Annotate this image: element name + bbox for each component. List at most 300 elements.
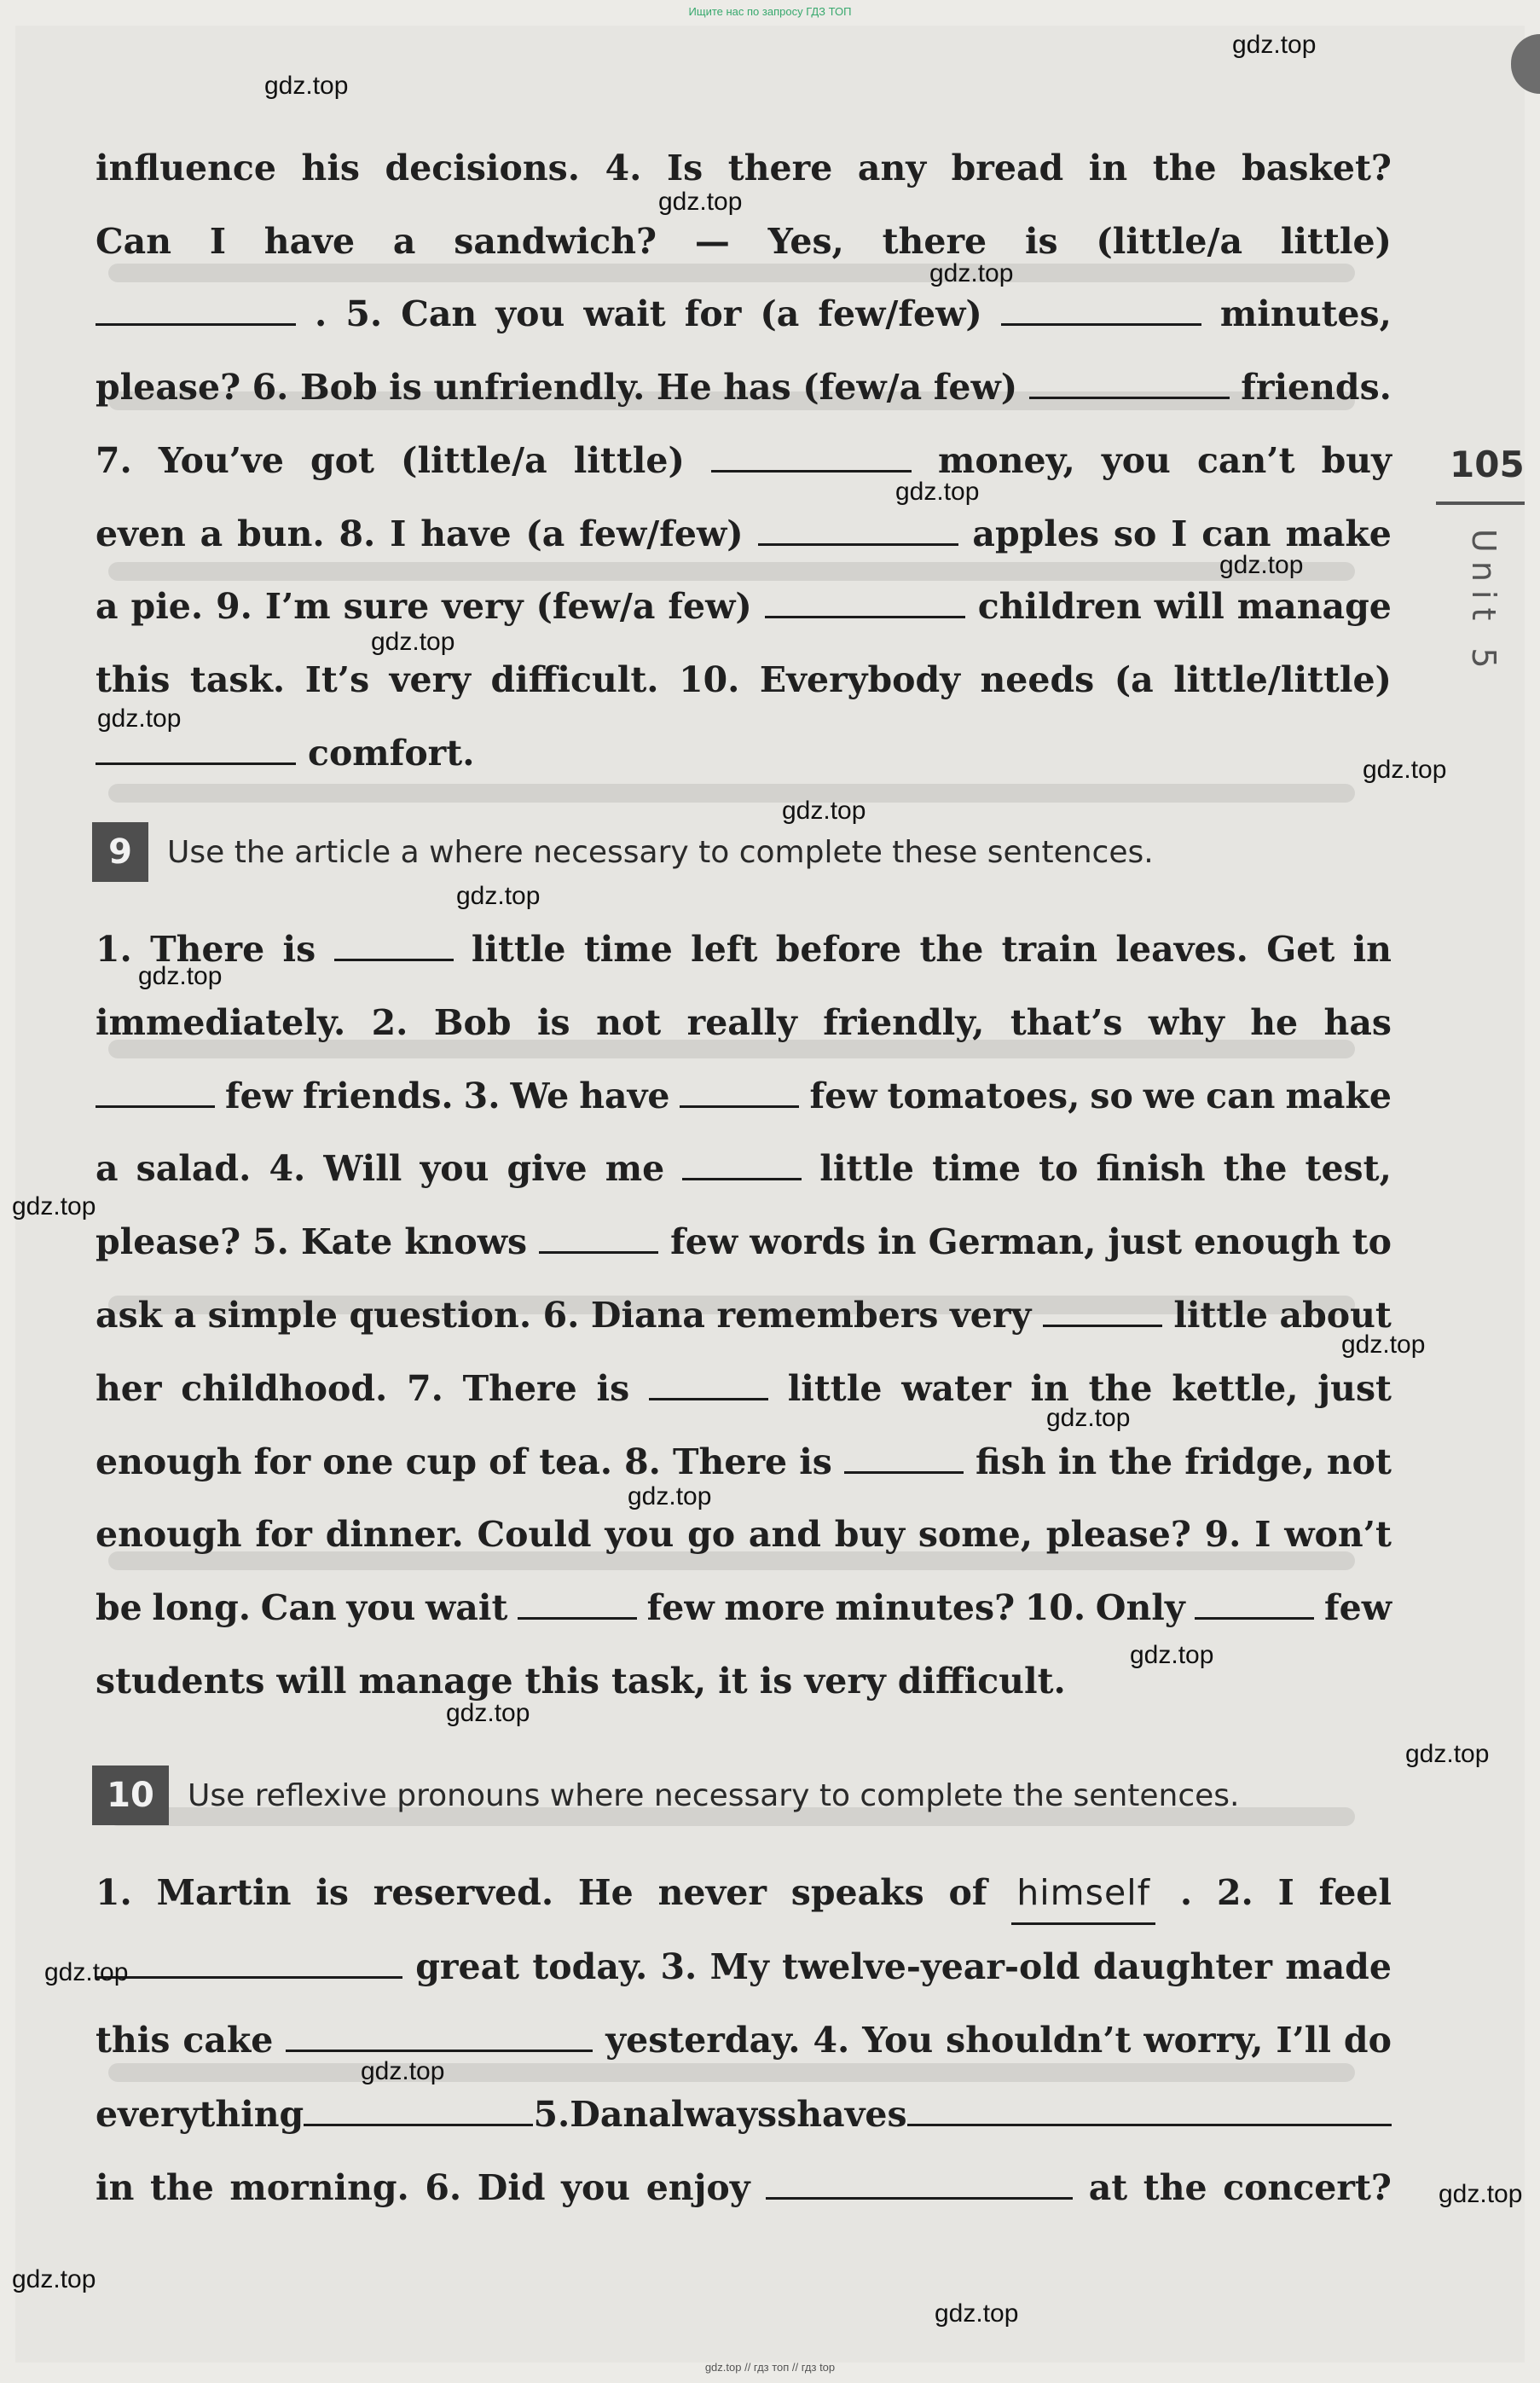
text-line xyxy=(96,1359,1392,1418)
word: There xyxy=(462,1367,577,1409)
page-number: 105 xyxy=(1450,444,1525,485)
word: few/few) xyxy=(579,513,744,554)
word: it xyxy=(718,1661,748,1702)
word: 4. xyxy=(605,148,642,188)
word: me xyxy=(605,1148,665,1190)
handwritten-answer: himself xyxy=(1011,1863,1155,1925)
word: bun. xyxy=(237,513,325,554)
word: very xyxy=(389,658,472,700)
word: Can xyxy=(96,220,172,262)
word: go xyxy=(687,1514,736,1556)
word: Will xyxy=(323,1148,402,1190)
word: everything xyxy=(96,2093,304,2135)
word: please? xyxy=(96,1221,241,1263)
word: just xyxy=(1108,1221,1183,1263)
word: some, xyxy=(918,1514,1033,1556)
word: a xyxy=(173,1295,197,1336)
word: today. xyxy=(532,1945,648,1987)
word: is xyxy=(316,1872,349,1913)
word: — xyxy=(694,220,730,262)
watermark: gdz.top xyxy=(264,72,349,100)
word: concert? xyxy=(1223,2167,1392,2208)
watermark: gdz.top xyxy=(12,1192,96,1220)
word: you xyxy=(495,293,565,335)
watermark: gdz.top xyxy=(1405,1740,1490,1768)
word: this xyxy=(96,2020,171,2061)
word: that’s xyxy=(1010,1001,1123,1043)
word: dinner. xyxy=(325,1514,464,1556)
word: few) xyxy=(668,586,752,628)
word: shouldn’t xyxy=(946,2020,1132,2061)
text-line xyxy=(96,1863,1392,1922)
word: you xyxy=(605,1514,674,1556)
word: in xyxy=(96,2167,135,2208)
word: I xyxy=(1254,1514,1271,1556)
word: My xyxy=(709,1945,769,1987)
word: really xyxy=(686,1001,797,1043)
watermark: gdz.top xyxy=(935,2299,1019,2328)
answer-blank[interactable] xyxy=(711,463,912,473)
word: 5. xyxy=(345,293,383,335)
word: fish xyxy=(976,1441,1046,1482)
word: Only xyxy=(1095,1587,1185,1629)
word: will xyxy=(276,1661,347,1702)
watermark: gdz.top xyxy=(44,1958,129,1986)
word: not xyxy=(596,1001,662,1043)
word: so xyxy=(1090,1075,1133,1116)
answer-blank[interactable] xyxy=(96,756,296,765)
word: yesterday. xyxy=(605,2020,801,2061)
word: shaves xyxy=(777,2093,907,2135)
exercise-number-badge: 10 xyxy=(92,1766,169,1825)
word: few xyxy=(1323,1587,1392,1629)
word: bread xyxy=(951,148,1064,188)
word: task, xyxy=(611,1661,707,1702)
word: before xyxy=(775,929,902,970)
word: simple xyxy=(207,1295,339,1336)
word: (few/a xyxy=(536,586,656,628)
word: Can xyxy=(401,293,478,335)
word: You xyxy=(862,2020,934,2061)
word: in xyxy=(1352,929,1392,970)
word: is xyxy=(282,929,316,970)
word: tomatoes, xyxy=(887,1075,1080,1116)
word: 3. xyxy=(463,1075,501,1116)
word: children xyxy=(977,586,1142,628)
word: question. xyxy=(349,1295,532,1336)
text-line xyxy=(96,1432,1392,1492)
word: There xyxy=(673,1441,788,1482)
word: wait xyxy=(583,293,666,335)
word: childhood. xyxy=(181,1367,388,1409)
word: train xyxy=(1001,929,1098,970)
word: few xyxy=(224,1075,292,1116)
word: (little/a xyxy=(401,439,547,481)
word: German, xyxy=(928,1221,1097,1263)
word: you xyxy=(420,1148,489,1190)
word: It’s xyxy=(304,658,370,700)
text-line xyxy=(96,284,1392,344)
word: this xyxy=(96,658,171,700)
word: even xyxy=(96,513,186,554)
answer-blank[interactable] xyxy=(680,1099,799,1108)
word: little xyxy=(471,929,566,970)
word: tea. xyxy=(539,1441,613,1482)
word: little/little) xyxy=(1173,658,1392,700)
word: We xyxy=(510,1075,570,1116)
word: task. xyxy=(189,658,286,700)
word: there xyxy=(727,148,833,188)
answer-blank[interactable] xyxy=(539,1244,658,1254)
exercise-instruction: Use reflexive pronouns where necessary to complete the sentences. xyxy=(188,1777,1240,1813)
top-banner: Ищите нас по запросу ГДЗ ТОП xyxy=(688,5,852,18)
word: we xyxy=(1143,1075,1196,1116)
word: He xyxy=(577,1872,634,1913)
word: feel xyxy=(1318,1872,1392,1913)
word: worry, xyxy=(1143,2020,1264,2061)
word: (a xyxy=(525,513,565,554)
word: enough xyxy=(96,1514,242,1556)
text-line xyxy=(96,650,1392,710)
answer-blank[interactable] xyxy=(96,1099,215,1108)
word: at xyxy=(1088,2167,1128,2208)
word: Did xyxy=(477,2167,546,2208)
word: a xyxy=(392,220,416,262)
word: difficult. xyxy=(490,658,659,700)
word: manage xyxy=(1236,586,1392,628)
word: 4. xyxy=(813,2020,850,2061)
word: is xyxy=(536,1001,570,1043)
word: for xyxy=(255,1514,312,1556)
word: please? xyxy=(96,367,241,409)
word: a xyxy=(200,513,223,554)
text-line xyxy=(96,1212,1392,1272)
text-line xyxy=(96,212,1392,271)
word: enjoy xyxy=(646,2167,750,2208)
answer-blank[interactable] xyxy=(1043,1318,1162,1327)
word: finish xyxy=(1096,1148,1206,1190)
answer-blank[interactable] xyxy=(96,316,296,326)
watermark: gdz.top xyxy=(1363,756,1447,784)
watermark: gdz.top xyxy=(1130,1641,1214,1669)
word: friends. xyxy=(1241,367,1392,409)
word: 6. xyxy=(542,1295,580,1336)
word: . xyxy=(315,293,327,335)
word: always xyxy=(648,2093,778,2135)
word: remembers xyxy=(716,1295,939,1336)
text-line xyxy=(96,2158,1392,2218)
word: difficult. xyxy=(897,1661,1066,1702)
text-line xyxy=(96,2084,1392,2144)
word: her xyxy=(96,1367,162,1409)
word: . xyxy=(1179,1872,1193,1913)
word: have xyxy=(263,220,356,262)
word: (few/a xyxy=(802,367,923,409)
word: 5. xyxy=(533,2093,570,2135)
word: in xyxy=(1057,1441,1097,1482)
word: few xyxy=(809,1075,877,1116)
word: pie. xyxy=(130,586,204,628)
word: a xyxy=(96,1148,119,1190)
word: is xyxy=(799,1441,832,1482)
word: You’ve xyxy=(158,439,284,481)
word: (a xyxy=(760,293,800,335)
word: is xyxy=(1024,220,1058,262)
word: buy xyxy=(834,1514,906,1556)
word: the xyxy=(1223,1148,1288,1190)
watermark: gdz.top xyxy=(12,2265,96,2293)
word: so xyxy=(1113,513,1157,554)
word: and xyxy=(748,1514,821,1556)
word: 7. xyxy=(96,439,132,481)
word: little) xyxy=(573,439,685,481)
answer-blank[interactable] xyxy=(1029,390,1230,399)
word: Diana xyxy=(590,1295,705,1336)
word: Bob xyxy=(433,1001,512,1043)
answer-blank[interactable] xyxy=(765,609,965,618)
watermark: gdz.top xyxy=(929,259,1014,287)
word: 9. xyxy=(1204,1514,1242,1556)
text-line xyxy=(96,919,1392,979)
word: speaks xyxy=(790,1872,924,1913)
answer-blank[interactable] xyxy=(682,1171,802,1180)
word: 4. xyxy=(269,1148,306,1190)
word: 10. xyxy=(1024,1587,1086,1629)
answer-blank[interactable] xyxy=(286,2043,593,2052)
word: 8. xyxy=(624,1441,661,1482)
word: words xyxy=(750,1221,866,1263)
word: more xyxy=(724,1587,825,1629)
word: is xyxy=(759,1661,793,1702)
word: test, xyxy=(1305,1148,1392,1190)
word: very xyxy=(804,1661,886,1702)
word: few) xyxy=(933,367,1018,409)
word: time xyxy=(583,929,673,970)
word: to xyxy=(1039,1148,1079,1190)
word: make xyxy=(1285,1075,1392,1116)
word: one xyxy=(322,1441,394,1482)
word: this xyxy=(524,1661,599,1702)
word: I xyxy=(1277,1872,1294,1913)
word: few xyxy=(670,1221,738,1263)
word: influence xyxy=(96,148,276,188)
watermark: gdz.top xyxy=(658,188,743,216)
word: apples xyxy=(972,513,1100,554)
answer-blank[interactable] xyxy=(304,2117,533,2126)
word: buy xyxy=(1321,439,1392,481)
word: just xyxy=(1317,1367,1392,1409)
word: 9. xyxy=(216,586,252,628)
word: enough xyxy=(1194,1221,1340,1263)
word: Martin xyxy=(156,1872,292,1913)
word: is xyxy=(596,1367,630,1409)
word: about xyxy=(1279,1295,1392,1336)
word: very xyxy=(442,586,524,628)
exercise-10-header xyxy=(92,1764,1240,1827)
word: Dan xyxy=(570,2093,649,2135)
word: has xyxy=(723,367,791,409)
word: knows xyxy=(404,1221,528,1263)
text-line xyxy=(96,138,1392,198)
word: salad. xyxy=(136,1148,252,1190)
word: few xyxy=(646,1587,715,1629)
word: the xyxy=(1152,148,1217,188)
word: friendly, xyxy=(823,1001,985,1043)
word: you xyxy=(561,2167,631,2208)
word: cake xyxy=(182,2020,274,2061)
word: daughter xyxy=(1092,1945,1272,1987)
word: (a xyxy=(1114,658,1154,700)
word: you xyxy=(346,1587,416,1629)
word: 10. xyxy=(679,658,740,700)
answer-blank[interactable] xyxy=(1001,316,1201,326)
watermark: gdz.top xyxy=(1219,551,1304,579)
watermark: gdz.top xyxy=(1439,2180,1523,2208)
word: wait xyxy=(426,1587,508,1629)
word: reserved. xyxy=(373,1872,554,1913)
word: great xyxy=(415,1945,520,1987)
word: of xyxy=(948,1872,987,1913)
word: in xyxy=(1030,1367,1069,1409)
answer-blank[interactable] xyxy=(1195,1610,1314,1620)
word: can xyxy=(1206,1075,1276,1116)
watermark: gdz.top xyxy=(371,628,455,656)
word: long. xyxy=(152,1587,252,1629)
word: not xyxy=(1326,1441,1392,1482)
answer-blank[interactable] xyxy=(758,536,958,546)
watermark: gdz.top xyxy=(1232,31,1317,59)
word: any xyxy=(857,148,927,188)
word: time xyxy=(932,1148,1022,1190)
word: never xyxy=(657,1872,767,1913)
word: minutes? xyxy=(835,1587,1016,1629)
word: morning. xyxy=(229,2167,409,2208)
text-line xyxy=(96,504,1392,564)
answer-blank[interactable] xyxy=(649,1391,768,1400)
text-line xyxy=(96,2010,1392,2070)
word: the xyxy=(919,929,984,970)
word: got xyxy=(310,439,374,481)
answer-blank[interactable] xyxy=(907,2117,1392,2126)
word: 7. xyxy=(407,1367,443,1409)
word: 5. xyxy=(252,1221,289,1263)
side-divider xyxy=(1436,502,1525,505)
word: little xyxy=(787,1367,883,1409)
word: decisions. xyxy=(385,148,581,188)
word: unfriendly. xyxy=(433,367,646,409)
watermark: gdz.top xyxy=(782,797,866,825)
word: There xyxy=(150,929,265,970)
answer-blank[interactable] xyxy=(334,952,454,961)
word: comfort. xyxy=(308,732,475,774)
word: a xyxy=(96,586,119,628)
exercise-9-header xyxy=(92,820,1154,884)
word: please? xyxy=(1045,1514,1191,1556)
word: has xyxy=(1323,1001,1392,1043)
word: 6. xyxy=(252,367,289,409)
word: leaves. xyxy=(1115,929,1248,970)
word: Can xyxy=(260,1587,337,1629)
word: kettle, xyxy=(1172,1367,1299,1409)
word: in xyxy=(1088,148,1128,188)
word: there xyxy=(882,220,987,262)
unit-label: Unit 5 xyxy=(1465,529,1502,677)
word: needs xyxy=(980,658,1095,700)
word: students xyxy=(96,1661,265,1702)
word: I’ll xyxy=(1276,2020,1331,2061)
word: left xyxy=(691,929,758,970)
word: to xyxy=(1352,1221,1392,1263)
watermark: gdz.top xyxy=(895,478,980,506)
word: minutes, xyxy=(1219,293,1392,335)
watermark: gdz.top xyxy=(628,1482,712,1510)
word: I xyxy=(390,513,407,554)
word: I xyxy=(1171,513,1188,554)
text-line xyxy=(96,357,1392,417)
word: 2. xyxy=(371,1001,408,1043)
word: Kate xyxy=(300,1221,393,1263)
word: basket? xyxy=(1242,148,1392,188)
word: manage xyxy=(358,1661,513,1702)
text-line xyxy=(96,1578,1392,1638)
word: 3. xyxy=(660,1945,698,1987)
word: Bob xyxy=(299,367,378,409)
text-line xyxy=(96,577,1392,636)
watermark: gdz.top xyxy=(456,882,541,910)
word: ask xyxy=(96,1295,163,1336)
text-line xyxy=(96,1285,1392,1345)
word: few/few) xyxy=(818,293,982,335)
text-line xyxy=(96,431,1392,490)
word: Could xyxy=(477,1514,592,1556)
word: you xyxy=(1101,439,1171,481)
answer-blank[interactable] xyxy=(844,1464,964,1474)
text-line xyxy=(96,1937,1392,1997)
word: can’t xyxy=(1196,439,1295,481)
watermark: gdz.top xyxy=(97,704,182,733)
word: the xyxy=(1143,2167,1207,2208)
text-line xyxy=(96,1139,1392,1198)
answer-blank[interactable] xyxy=(766,2190,1073,2200)
answer-blank[interactable] xyxy=(518,1610,637,1620)
word: 1. xyxy=(96,1872,132,1913)
word: fridge, xyxy=(1184,1441,1315,1482)
word: immediately. xyxy=(96,1001,346,1043)
text-line xyxy=(96,993,1392,1052)
watermark: gdz.top xyxy=(138,962,223,990)
word: little xyxy=(819,1148,914,1190)
word: won’t xyxy=(1284,1514,1392,1556)
word: very xyxy=(949,1295,1032,1336)
word: Yes, xyxy=(767,220,844,262)
word: cup xyxy=(405,1441,478,1482)
word: He xyxy=(656,367,712,409)
text-line xyxy=(96,723,1392,783)
word: do xyxy=(1343,2020,1392,2061)
word: in xyxy=(877,1221,917,1263)
word: twelve-year-old xyxy=(782,1945,1080,1987)
word: 6. xyxy=(425,2167,462,2208)
word: enough xyxy=(96,1441,242,1482)
word: water xyxy=(901,1367,1011,1409)
text-line xyxy=(96,1066,1392,1126)
word: friends. xyxy=(302,1075,454,1116)
word: his xyxy=(301,148,360,188)
answer-blank[interactable] xyxy=(96,1969,402,1979)
exercise-number-badge: 9 xyxy=(92,822,148,882)
word: why xyxy=(1148,1001,1224,1043)
watermark: gdz.top xyxy=(361,2057,445,2085)
